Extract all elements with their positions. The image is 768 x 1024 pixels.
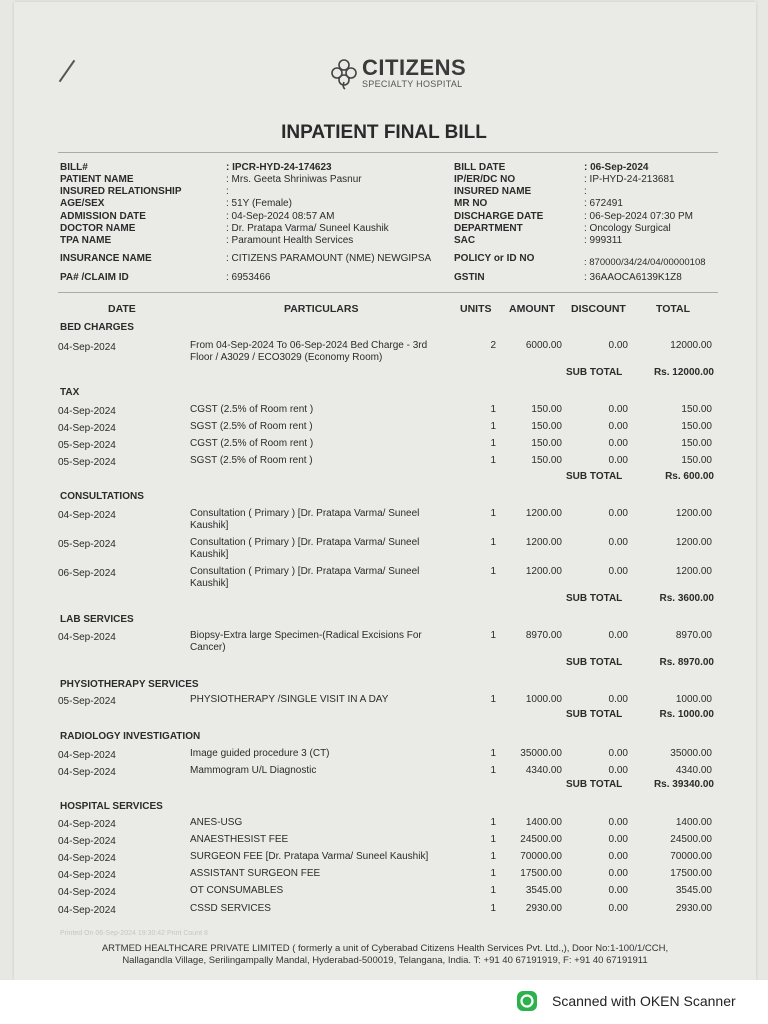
row-total: 150.00 — [681, 455, 712, 466]
row-units: 1 — [490, 694, 496, 705]
row-particulars: Consultation ( Primary ) [Dr. Pratapa Varma/ Suneel Kaushik] — [190, 508, 420, 531]
row-date: 04-Sep-2024 — [58, 767, 116, 778]
section-heading: TAX — [60, 387, 80, 398]
row-date: 04-Sep-2024 — [58, 406, 116, 417]
row-date: 04-Sep-2024 — [58, 750, 116, 761]
row-date: 05-Sep-2024 — [58, 440, 116, 451]
row-units: 1 — [490, 748, 496, 759]
row-discount: 0.00 — [608, 404, 628, 415]
header-value: : 6953466 — [226, 272, 271, 283]
header-value: : Oncology Surgical — [584, 223, 671, 234]
subtotal-value: Rs. 1000.00 — [659, 709, 714, 720]
row-particulars: OT CONSUMABLES — [190, 885, 284, 896]
section-heading: BED CHARGES — [60, 322, 134, 333]
row-date: 05-Sep-2024 — [58, 696, 116, 707]
row-total: 35000.00 — [670, 748, 712, 759]
row-discount: 0.00 — [608, 630, 628, 641]
subtotal-label: SUB TOTAL — [566, 657, 623, 668]
subtotal-label: SUB TOTAL — [566, 367, 623, 378]
footer-address — [30, 943, 740, 967]
header-label: INSURANCE NAME — [60, 253, 152, 264]
row-particulars: Consultation ( Primary ) [Dr. Pratapa Varma/ Suneel Kaushik] — [190, 537, 420, 560]
row-date: 04-Sep-2024 — [58, 423, 116, 434]
header-value: : Dr. Pratapa Varma/ Suneel Kaushik — [226, 223, 389, 234]
row-discount: 0.00 — [608, 455, 628, 466]
row-total: 8970.00 — [675, 630, 712, 641]
header-value: : Mrs. Geeta Shriniwas Pasnur — [226, 174, 362, 185]
row-units: 1 — [490, 868, 496, 879]
row-particulars: ASSISTANT SURGEON FEE — [190, 868, 321, 879]
row-discount: 0.00 — [608, 885, 628, 896]
row-units: 1 — [490, 630, 496, 641]
row-date: 04-Sep-2024 — [58, 887, 116, 898]
subtotal-value: Rs. 8970.00 — [659, 657, 714, 668]
header-label: INSURED RELATIONSHIP — [60, 186, 182, 197]
subtotal-label: SUB TOTAL — [566, 593, 623, 604]
row-total: 17500.00 — [670, 868, 712, 879]
row-units: 1 — [490, 885, 496, 896]
row-particulars: From 04-Sep-2024 To 06-Sep-2024 Bed Charge - 3rd Floor / A3029 / ECO3029 (Economy Room) — [190, 340, 428, 363]
section-heading: PHYSIOTHERAPY SERVICES — [60, 679, 199, 690]
header-value: : 999311 — [584, 235, 623, 246]
row-particulars: Consultation ( Primary ) [Dr. Pratapa Varma/ Suneel Kaushik] — [190, 566, 420, 589]
row-date: 05-Sep-2024 — [58, 457, 116, 468]
row-particulars: ANES-USG — [190, 817, 243, 828]
header-value: : 870000/34/24/04/00000108 — [584, 257, 706, 268]
header-label: ADMISSION DATE — [60, 211, 146, 222]
row-discount: 0.00 — [608, 765, 628, 776]
row-units: 1 — [490, 404, 496, 415]
row-particulars: CSSD SERVICES — [190, 903, 271, 914]
row-units: 1 — [490, 421, 496, 432]
row-units: 1 — [490, 537, 496, 548]
row-particulars: Mammogram U/L Diagnostic — [190, 765, 317, 776]
row-amount: 4340.00 — [525, 765, 562, 776]
header-label: POLICY or ID NO — [454, 253, 535, 264]
row-amount: 1000.00 — [525, 694, 562, 705]
row-amount: 150.00 — [531, 438, 562, 449]
subtotal-label: SUB TOTAL — [566, 471, 623, 482]
row-date: 04-Sep-2024 — [58, 836, 116, 847]
subtotal-value: Rs. 12000.00 — [653, 367, 714, 378]
row-units: 1 — [490, 508, 496, 519]
row-total: 1200.00 — [675, 537, 712, 548]
row-particulars: SGST (2.5% of Room rent ) — [190, 421, 313, 432]
col-discount: DISCOUNT — [571, 303, 626, 315]
col-total: TOTAL — [656, 303, 691, 315]
header-label: DEPARTMENT — [454, 223, 523, 234]
row-total: 150.00 — [681, 438, 712, 449]
row-units: 1 — [490, 817, 496, 828]
logo-subtitle: SPECIALTY HOSPITAL — [362, 79, 463, 89]
subtotal-label: SUB TOTAL — [566, 709, 623, 720]
header-value: : 06-Sep-2024 07:30 PM — [584, 211, 693, 222]
row-particulars: SGST (2.5% of Room rent ) — [190, 455, 313, 466]
row-date: 04-Sep-2024 — [58, 905, 116, 916]
row-total: 1000.00 — [675, 694, 712, 705]
header-label: SAC — [454, 235, 476, 246]
col-particulars: PARTICULARS — [284, 303, 359, 315]
page-title: INPATIENT FINAL BILL — [281, 122, 487, 143]
row-units: 1 — [490, 834, 496, 845]
footer-line-2: Nallagandla Village, Serilingampally Mandal, Hyderabad-500019, Telangana, India. T: +91 40 67191919, F: +91 40 67191911 — [122, 955, 648, 966]
row-amount: 35000.00 — [520, 748, 562, 759]
row-particulars: ANAESTHESIST FEE — [190, 834, 289, 845]
row-date: 04-Sep-2024 — [58, 853, 116, 864]
header-value: : IP-HYD-24-213681 — [584, 174, 675, 185]
row-date: 04-Sep-2024 — [58, 510, 116, 521]
title-divider — [58, 152, 718, 153]
header-label: DISCHARGE DATE — [454, 211, 544, 222]
subtotal-value: Rs. 600.00 — [665, 471, 714, 482]
row-units: 1 — [490, 438, 496, 449]
subtotal-value: Rs. 3600.00 — [659, 593, 714, 604]
col-units: UNITS — [460, 303, 492, 315]
row-amount: 1200.00 — [525, 537, 562, 548]
col-date: DATE — [108, 303, 136, 315]
header-label: PA# /CLAIM ID — [60, 272, 129, 283]
row-amount: 17500.00 — [520, 868, 562, 879]
row-units: 1 — [490, 455, 496, 466]
row-discount: 0.00 — [608, 834, 628, 845]
header-value: : Paramount Health Services — [226, 235, 354, 246]
col-amount: AMOUNT — [509, 303, 556, 315]
row-discount: 0.00 — [608, 851, 628, 862]
header-label: IP/ER/DC NO — [454, 174, 516, 185]
row-total: 1200.00 — [675, 566, 712, 577]
section-heading: CONSULTATIONS — [60, 491, 144, 502]
row-discount: 0.00 — [608, 508, 628, 519]
scanner-text: Scanned with OKEN Scanner — [552, 993, 736, 1009]
section-heading: HOSPITAL SERVICES — [60, 801, 163, 812]
row-discount: 0.00 — [608, 903, 628, 914]
row-total: 70000.00 — [670, 851, 712, 862]
header-label: GSTIN — [454, 272, 485, 283]
row-discount: 0.00 — [608, 340, 628, 351]
row-amount: 24500.00 — [520, 834, 562, 845]
header-value: : 51Y (Female) — [226, 198, 292, 209]
row-date: 04-Sep-2024 — [58, 342, 116, 353]
row-date: 04-Sep-2024 — [58, 870, 116, 881]
row-total: 3545.00 — [675, 885, 712, 896]
row-discount: 0.00 — [608, 817, 628, 828]
header-divider — [58, 292, 718, 293]
row-units: 1 — [490, 765, 496, 776]
header-value: : — [226, 186, 229, 197]
logo-name: CITIZENS — [362, 55, 467, 80]
footer-line-1: ARTMED HEALTHCARE PRIVATE LIMITED ( formerly a unit of Cyberabad Citizens Health Services Pvt. Ltd.,), Door No:1-100/1/CCH, — [101, 943, 669, 954]
row-total: 24500.00 — [670, 834, 712, 845]
header-label: INSURED NAME — [454, 186, 532, 197]
row-particulars: Biopsy-Extra large Specimen-(Radical Excisions For Cancer) — [190, 630, 422, 653]
faint-print-stamp: Printed On 06-Sep-2024 19:30:42 Print Count 8 — [60, 930, 208, 937]
row-particulars: PHYSIOTHERAPY /SINGLE VISIT IN A DAY — [190, 694, 389, 705]
row-total: 150.00 — [681, 404, 712, 415]
row-date: 06-Sep-2024 — [58, 568, 116, 579]
row-total: 4340.00 — [675, 765, 712, 776]
row-discount: 0.00 — [608, 438, 628, 449]
row-total: 1200.00 — [675, 508, 712, 519]
row-amount: 1400.00 — [525, 817, 562, 828]
section-heading: RADIOLOGY INVESTIGATION — [60, 731, 201, 742]
header-label: AGE/SEX — [60, 198, 105, 209]
row-discount: 0.00 — [608, 868, 628, 879]
row-amount: 1200.00 — [525, 566, 562, 577]
row-amount: 70000.00 — [520, 851, 562, 862]
row-amount: 150.00 — [531, 421, 562, 432]
header-label: BILL# — [60, 162, 88, 173]
row-particulars: CGST (2.5% of Room rent ) — [190, 404, 314, 415]
subtotal-value: Rs. 39340.00 — [653, 779, 714, 790]
row-amount: 8970.00 — [525, 630, 562, 641]
header-value: : IPCR-HYD-24-174623 — [226, 162, 332, 173]
row-discount: 0.00 — [608, 566, 628, 577]
section-heading: LAB SERVICES — [60, 614, 134, 625]
row-discount: 0.00 — [608, 421, 628, 432]
header-value: : 04-Sep-2024 08:57 AM — [226, 211, 335, 222]
row-units: 1 — [490, 903, 496, 914]
row-total: 12000.00 — [670, 340, 712, 351]
row-date: 05-Sep-2024 — [58, 539, 116, 550]
header-value: : 672491 — [584, 198, 623, 209]
row-units: 1 — [490, 851, 496, 862]
header-label: MR NO — [454, 198, 488, 209]
row-particulars: Image guided procedure 3 (CT) — [190, 748, 330, 759]
row-date: 04-Sep-2024 — [58, 819, 116, 830]
row-particulars: SURGEON FEE [Dr. Pratapa Varma/ Suneel Kaushik] — [190, 851, 429, 862]
row-amount: 3545.00 — [525, 885, 562, 896]
row-discount: 0.00 — [608, 694, 628, 705]
hospital-logo — [330, 56, 466, 90]
header-label: TPA NAME — [60, 235, 112, 246]
row-total: 1400.00 — [675, 817, 712, 828]
subtotal-label: SUB TOTAL — [566, 779, 623, 790]
header-label: DOCTOR NAME — [60, 223, 136, 234]
row-date: 04-Sep-2024 — [58, 632, 116, 643]
row-amount: 1200.00 — [525, 508, 562, 519]
scanner-watermark — [516, 990, 736, 1012]
header-value: : 06-Sep-2024 — [584, 162, 649, 173]
header-label: PATIENT NAME — [60, 174, 134, 185]
row-amount: 150.00 — [531, 455, 562, 466]
row-units: 2 — [490, 340, 496, 351]
header-value: : CITIZENS PARAMOUNT (NME) NEWGIPSA — [226, 253, 432, 264]
row-units: 1 — [490, 566, 496, 577]
oken-scanner-icon — [516, 990, 538, 1012]
header-label: BILL DATE — [454, 162, 506, 173]
row-total: 2930.00 — [675, 903, 712, 914]
header-value: : — [584, 186, 587, 197]
flower-logo-icon — [330, 56, 358, 90]
row-discount: 0.00 — [608, 748, 628, 759]
row-amount: 2930.00 — [525, 903, 562, 914]
row-discount: 0.00 — [608, 537, 628, 548]
row-total: 150.00 — [681, 421, 712, 432]
row-amount: 6000.00 — [525, 340, 562, 351]
row-amount: 150.00 — [531, 404, 562, 415]
header-value: : 36AAOCA6139K1Z8 — [584, 272, 682, 283]
row-particulars: CGST (2.5% of Room rent ) — [190, 438, 314, 449]
